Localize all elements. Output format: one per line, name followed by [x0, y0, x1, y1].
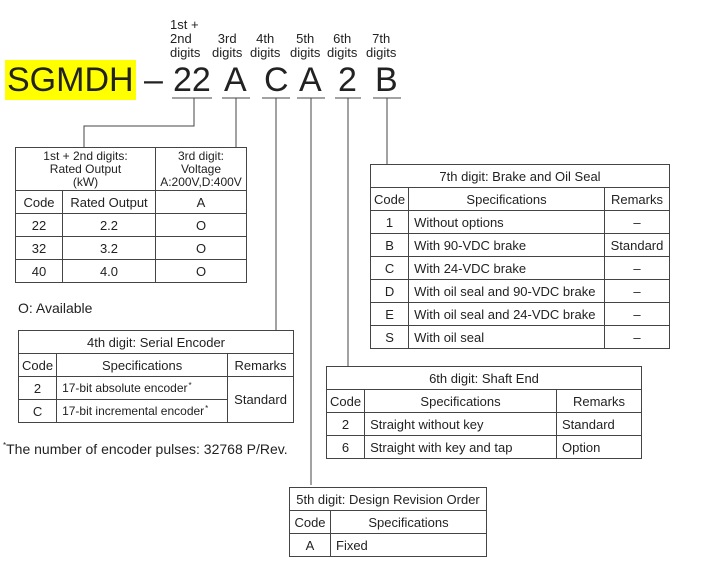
cell-remark: –	[605, 303, 670, 326]
model-code-4: C	[264, 61, 289, 99]
footnote-star: *	[3, 441, 7, 450]
model-dash: –	[144, 61, 163, 99]
serial-encoder-table	[18, 330, 294, 423]
cell-code: S	[371, 326, 409, 349]
cell-code: C	[19, 400, 57, 423]
model-code-3: A	[224, 61, 247, 99]
cell-code: 40	[16, 260, 63, 283]
cell-spec: 17-bit absolute encoder	[62, 381, 188, 395]
header-digits-7: 7th digits	[366, 31, 397, 60]
rated-output-table	[15, 147, 247, 283]
table-row	[327, 436, 642, 459]
header-digits-3: 3rd digits	[212, 31, 243, 60]
shaft-title: 6th digit: Shaft End	[327, 367, 642, 390]
cell-code: E	[371, 303, 409, 326]
cell-remark: –	[605, 211, 670, 234]
rated-output-title: 1st + 2nd digits: Rated Output (kW)	[16, 148, 156, 191]
header-digits-5: 5th digits	[290, 31, 321, 60]
cell-remark: –	[605, 326, 670, 349]
encoder-title: 4th digit: Serial Encoder	[19, 331, 294, 354]
cell-mark: O	[156, 260, 247, 283]
design-title: 5th digit: Design Revision Order	[290, 488, 487, 511]
cell-code: 32	[16, 237, 63, 260]
model-series: SGMDH	[7, 61, 134, 99]
available-legend: O: Available	[18, 300, 93, 316]
table-row	[371, 234, 670, 257]
cell-spec: With 90-VDC brake	[409, 234, 605, 257]
table-row	[371, 303, 670, 326]
col-specifications: Specifications	[365, 390, 557, 413]
cell-remark: Standard	[557, 413, 642, 436]
table-row	[16, 237, 247, 260]
design-revision-table	[289, 487, 487, 557]
col-code: Code	[16, 191, 63, 214]
footnote-star: *	[205, 404, 209, 413]
cell-code: 6	[327, 436, 365, 459]
table-row	[16, 214, 247, 237]
cell-spec: With 24-VDC brake	[409, 257, 605, 280]
cell-remark: Option	[557, 436, 642, 459]
col-code: Code	[19, 354, 57, 377]
cell-remark: –	[605, 257, 670, 280]
voltage-title: 3rd digit: Voltage A:200V,D:400V	[156, 148, 247, 191]
col-remarks: Remarks	[228, 354, 294, 377]
table-row	[371, 211, 670, 234]
col-code: Code	[290, 511, 331, 534]
cell-code: 2	[19, 377, 57, 400]
cell-mark: O	[156, 214, 247, 237]
cell-output: 2.2	[63, 214, 156, 237]
shaft-end-table	[326, 366, 642, 459]
brake-oil-seal-table	[370, 164, 670, 349]
model-code-7: B	[375, 61, 398, 99]
model-code-6: 2	[338, 61, 357, 99]
table-row	[371, 257, 670, 280]
model-code-5: A	[299, 61, 322, 99]
col-rated-output: Rated Output	[63, 191, 156, 214]
brake-title: 7th digit: Brake and Oil Seal	[371, 165, 670, 188]
table-row	[371, 326, 670, 349]
cell-code: D	[371, 280, 409, 303]
table-row	[19, 377, 294, 400]
cell-spec: Straight without key	[365, 413, 557, 436]
cell-spec: With oil seal and 90-VDC brake	[409, 280, 605, 303]
cell-spec: Straight with key and tap	[365, 436, 557, 459]
cell-spec: 17-bit incremental encoder	[62, 404, 205, 418]
cell-code: 1	[371, 211, 409, 234]
cell-spec: Without options	[409, 211, 605, 234]
table-row	[327, 413, 642, 436]
cell-remark: Standard	[605, 234, 670, 257]
cell-code: B	[371, 234, 409, 257]
col-remarks: Remarks	[557, 390, 642, 413]
table-row	[16, 260, 247, 283]
cell-remark: –	[605, 280, 670, 303]
cell-spec: Fixed	[331, 534, 487, 557]
header-digits-1-2: 1st + 2nd digits	[170, 17, 201, 60]
col-remarks: Remarks	[605, 188, 670, 211]
cell-code: A	[290, 534, 331, 557]
col-code: Code	[327, 390, 365, 413]
cell-spec: With oil seal	[409, 326, 605, 349]
col-voltage: A	[156, 191, 247, 214]
col-specifications: Specifications	[331, 511, 487, 534]
cell-output: 3.2	[63, 237, 156, 260]
cell-code: C	[371, 257, 409, 280]
cell-mark: O	[156, 237, 247, 260]
header-digits-6: 6th digits	[327, 31, 358, 60]
table-row	[371, 280, 670, 303]
col-code: Code	[371, 188, 409, 211]
cell-code: 2	[327, 413, 365, 436]
cell-output: 4.0	[63, 260, 156, 283]
footnote-star: *	[188, 381, 192, 390]
header-digits-4: 4th digits	[250, 31, 281, 60]
cell-spec: With oil seal and 24-VDC brake	[409, 303, 605, 326]
cell-remark: Standard	[228, 377, 294, 423]
model-code-1-2: 22	[173, 61, 211, 99]
encoder-footnote: *The number of encoder pulses: 32768 P/Rev.	[3, 441, 288, 457]
cell-code: 22	[16, 214, 63, 237]
col-specifications: Specifications	[57, 354, 228, 377]
table-row	[290, 534, 487, 557]
col-specifications: Specifications	[409, 188, 605, 211]
